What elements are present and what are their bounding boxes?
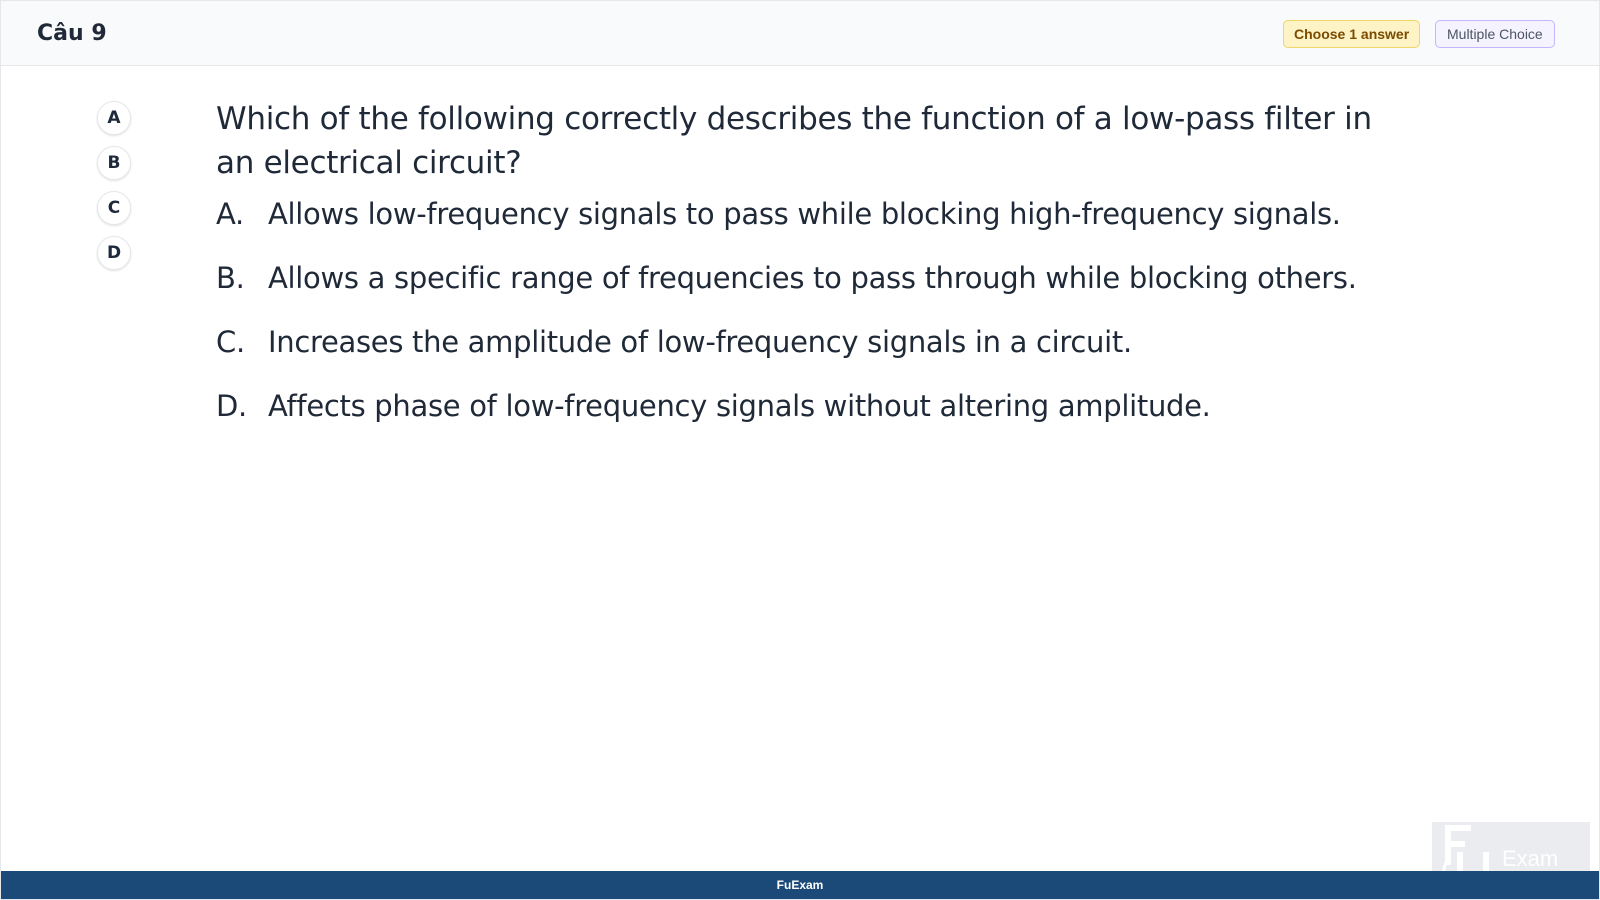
question-header [1, 1, 1599, 66]
option-c [216, 325, 1416, 389]
option-letter: B. [216, 261, 245, 295]
watermark-text: Exam [1502, 846, 1559, 871]
footer-brand: FuExam [776, 878, 824, 892]
option-text: Affects phase of low-frequency signals without altering amplitude. [268, 389, 1211, 423]
option-b [216, 261, 1416, 325]
option-text: Allows a specific range of frequencies to pass through while blocking others. [268, 261, 1357, 295]
option-text: Increases the amplitude of low-frequency signals in a circuit. [268, 325, 1132, 359]
answer-button-b[interactable]: B [97, 146, 131, 180]
option-a [216, 197, 1416, 261]
footer-bar [1, 871, 1599, 899]
answer-button-c[interactable]: C [97, 191, 131, 225]
question-type-badge: Multiple Choice [1435, 20, 1555, 48]
option-letter: D. [216, 389, 247, 423]
question-content [216, 97, 1416, 453]
answer-button-d[interactable]: D [97, 236, 131, 270]
option-text: Allows low-frequency signals to pass while blocking high-frequency signals. [268, 197, 1341, 231]
option-letter: A. [216, 197, 244, 231]
answer-button-a[interactable]: A [97, 101, 131, 135]
question-text: Which of the following correctly describes the function of a low-pass filter in an electrical circuit? [216, 101, 1372, 181]
option-letter: C. [216, 325, 245, 359]
answer-selector [97, 101, 133, 281]
option-d [216, 389, 1416, 453]
question-number: Câu 9 [37, 21, 107, 46]
choose-answer-badge: Choose 1 answer [1283, 20, 1420, 48]
